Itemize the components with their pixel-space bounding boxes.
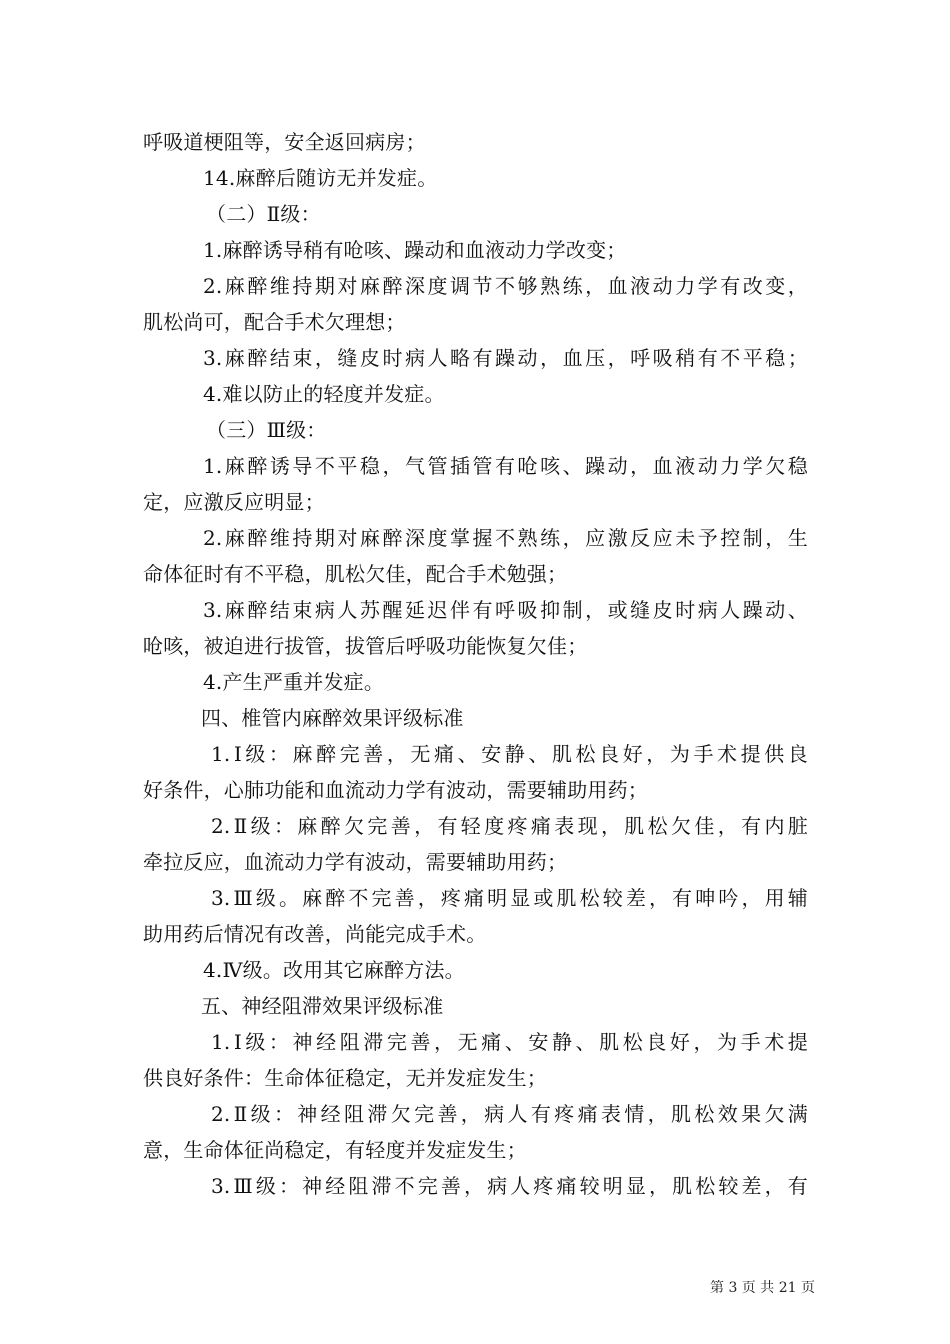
- section-heading: 四、椎管内麻醉效果评级标准: [201, 706, 464, 730]
- text-line: 4.Ⅳ级。改用其它麻醉方法。: [203, 958, 465, 982]
- text-line: 好条件，心肺功能和血流动力学有波动，需要辅助用药；: [143, 778, 648, 802]
- text-line: 2.Ⅱ级：神经阻滞欠完善，病人有疼痛表情，肌松效果欠满: [211, 1102, 808, 1126]
- text-line: 3.麻醉结束，缝皮时病人略有躁动，血压，呼吸稍有不平稳；: [203, 346, 808, 370]
- text-line: 3.Ⅲ级：神经阻滞不完善，病人疼痛较明显，肌松较差，有: [211, 1174, 808, 1198]
- text-line: 1.麻醉诱导不平稳，气管插管有呛咳、躁动，血液动力学欠稳: [203, 454, 808, 478]
- text-line: 供良好条件：生命体征稳定，无并发症发生；: [143, 1066, 547, 1090]
- text-line: 4.产生严重并发症。: [203, 670, 385, 694]
- section-heading: （二）Ⅱ级：: [206, 202, 321, 226]
- text-line: 1.麻醉诱导稍有呛咳、躁动和血液动力学改变；: [203, 238, 627, 262]
- text-line: 2.麻醉维持期对麻醉深度掌握不熟练，应激反应未予控制，生: [203, 526, 808, 550]
- text-line: 肌松尚可，配合手术欠理想；: [143, 310, 406, 334]
- text-line: 呛咳，被迫进行拔管，拔管后呼吸功能恢复欠佳；: [143, 634, 588, 658]
- text-line: 意，生命体征尚稳定，有轻度并发症发生；: [143, 1138, 527, 1162]
- text-line: 定，应激反应明显；: [143, 490, 325, 514]
- text-line: 呼吸道梗阻等，安全返回病房；: [143, 130, 426, 154]
- text-line: 2.麻醉维持期对麻醉深度调节不够熟练，血液动力学有改变，: [203, 274, 808, 298]
- text-line: 3.Ⅲ级。麻醉不完善，疼痛明显或肌松较差，有呻吟，用辅: [211, 886, 808, 910]
- text-line: 牵拉反应，血流动力学有波动，需要辅助用药；: [143, 850, 568, 874]
- text-line: 14.麻醉后随访无并发症。: [203, 166, 438, 190]
- section-heading: 五、神经阻滞效果评级标准: [201, 994, 444, 1018]
- document-body: [143, 124, 808, 1204]
- section-heading: （三）Ⅲ级：: [206, 418, 327, 442]
- text-line: 3.麻醉结束病人苏醒延迟伴有呼吸抑制，或缝皮时病人躁动、: [203, 598, 808, 622]
- text-line: 助用药后情况有改善，尚能完成手术。: [143, 922, 487, 946]
- text-line: 1.Ⅰ级：麻醉完善，无痛、安静、肌松良好，为手术提供良: [211, 742, 808, 766]
- text-line: 4.难以防止的轻度并发症。: [203, 382, 445, 406]
- text-line: 2.Ⅱ级：麻醉欠完善，有轻度疼痛表现，肌松欠佳，有内脏: [211, 814, 808, 838]
- text-line: 命体征时有不平稳，肌松欠佳，配合手术勉强；: [143, 562, 568, 586]
- text-line: 1.Ⅰ级：神经阻滞完善，无痛、安静、肌松良好，为手术提: [211, 1030, 808, 1054]
- page-number-footer: 第 3 页 共 21 页: [710, 1280, 815, 1296]
